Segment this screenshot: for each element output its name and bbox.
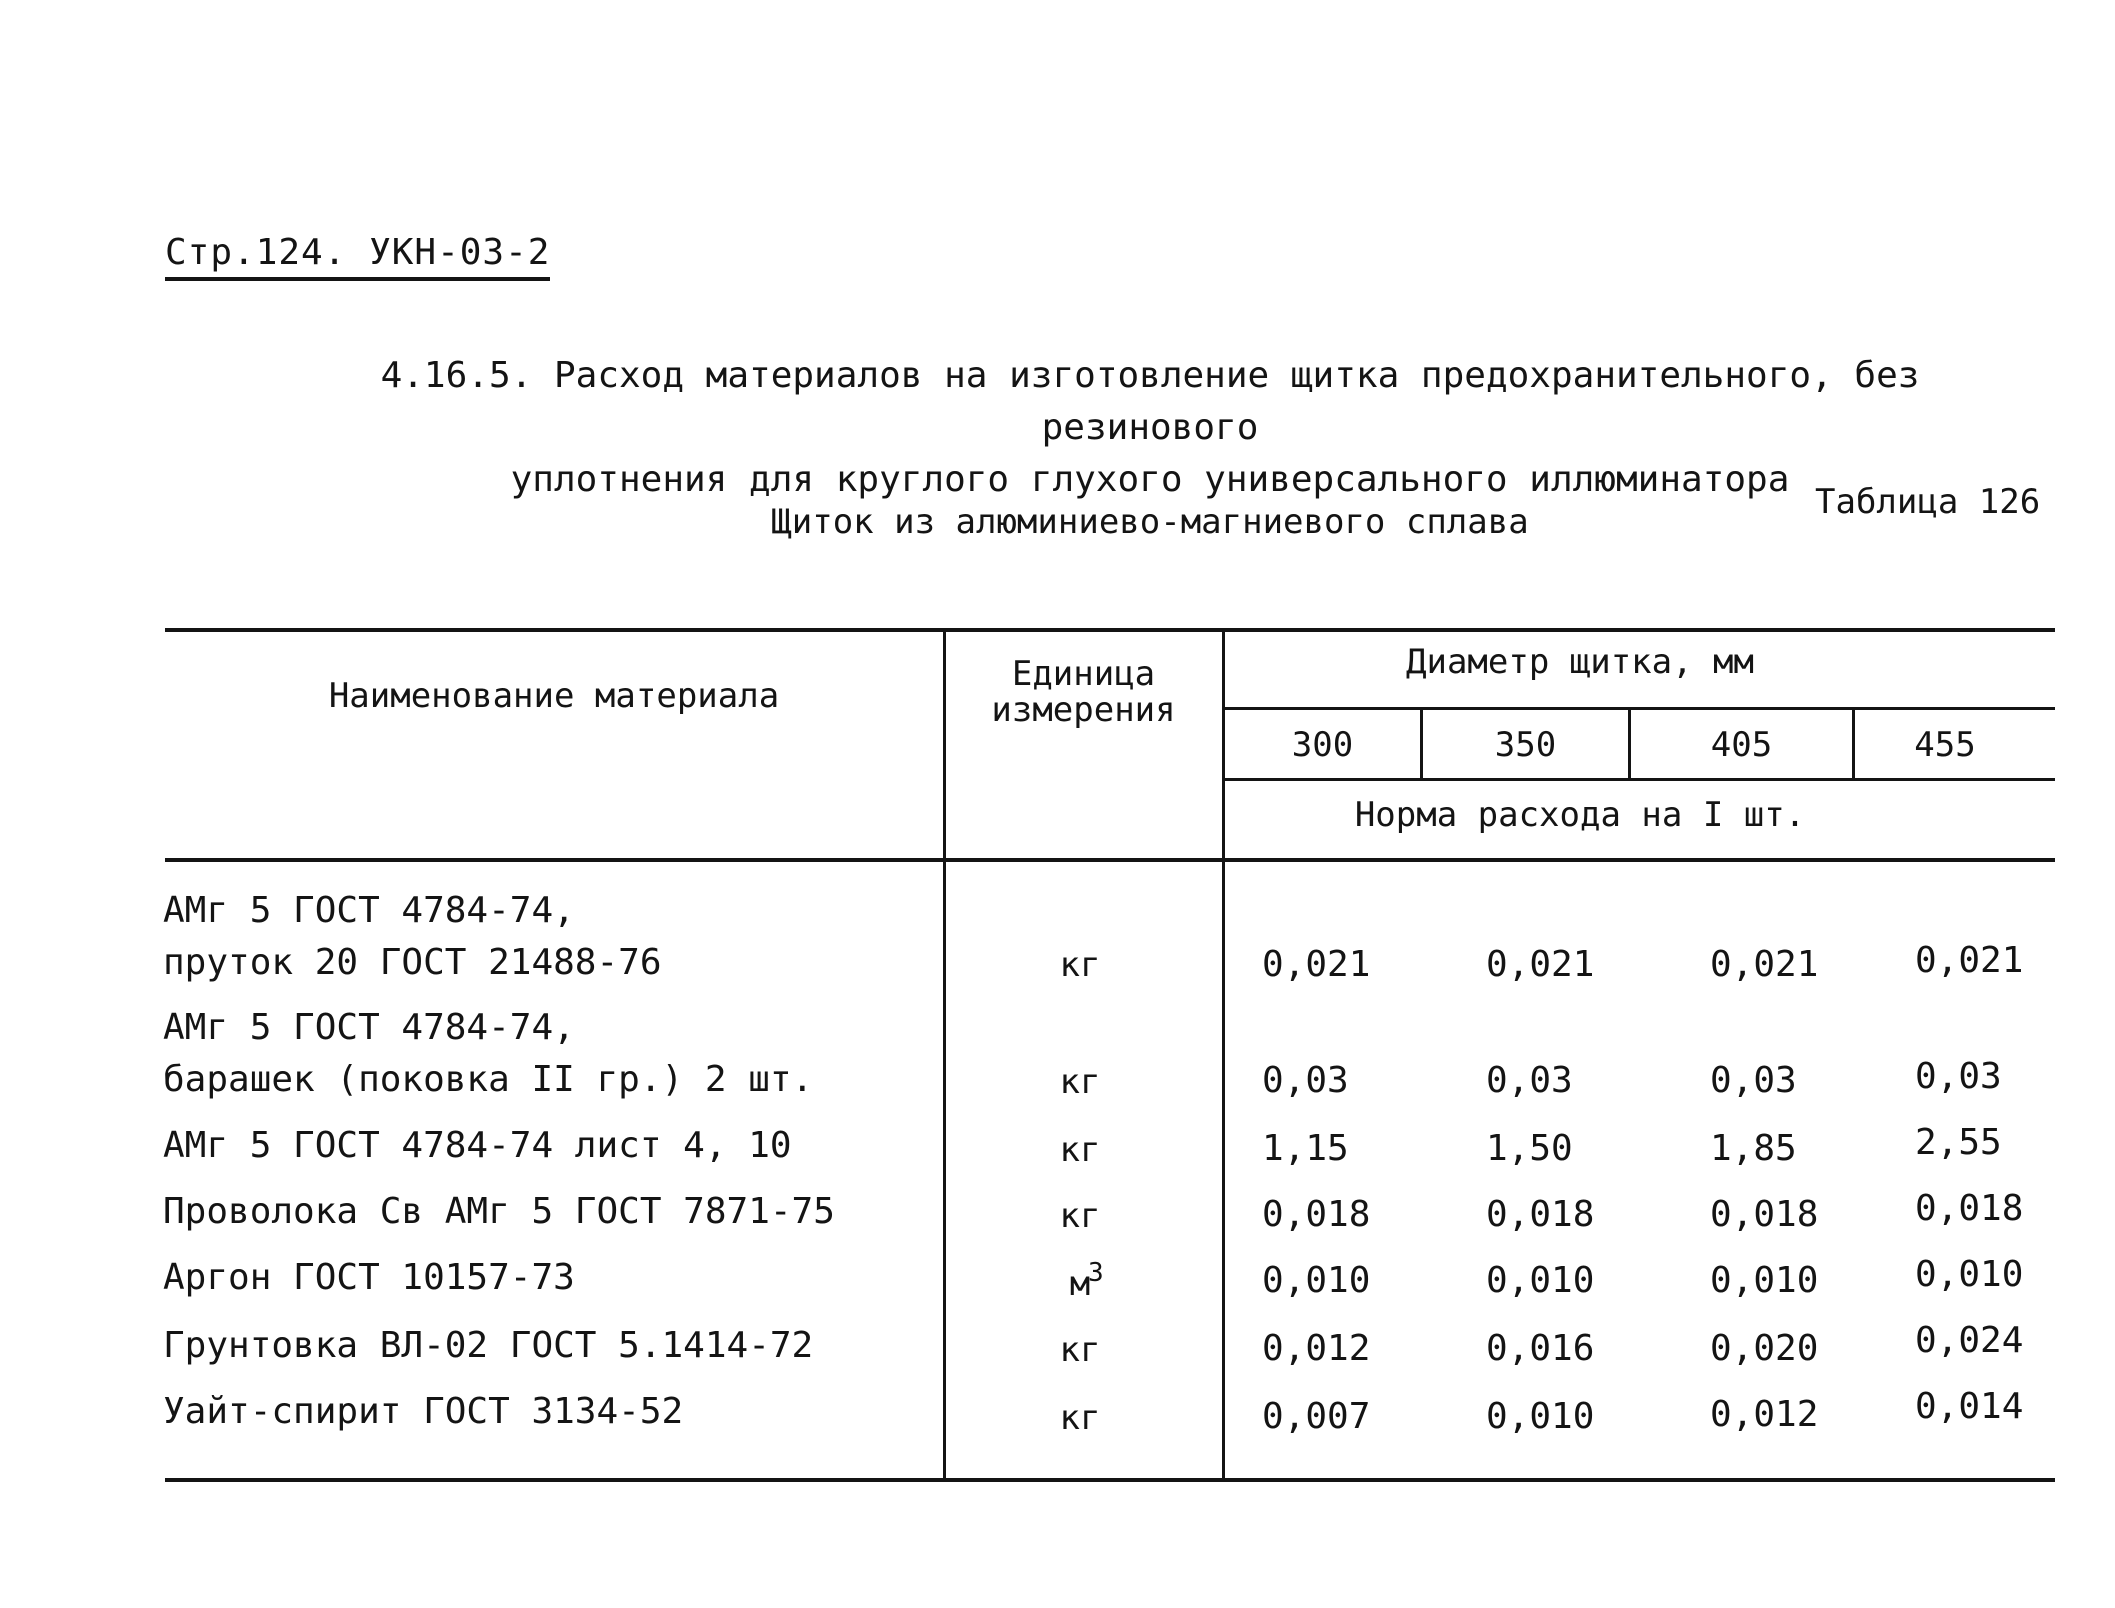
unit-superscript: 3 bbox=[1088, 1258, 1104, 1288]
unit-row-5: м bbox=[1069, 1264, 1091, 1304]
value-r6-405: 0,020 bbox=[1710, 1328, 1819, 1369]
unit-row-1: кг bbox=[1059, 945, 1101, 985]
table-subtitle: Щиток из алюминиево-магниевого сплава bbox=[771, 502, 1529, 542]
value-r2-405: 0,03 bbox=[1710, 1060, 1797, 1101]
material-name: Проволока Св АМг 5 ГОСТ 7871-75 bbox=[163, 1191, 835, 1232]
value-r5-455: 0,010 bbox=[1915, 1254, 2024, 1295]
material-row-7 bbox=[163, 1386, 683, 1438]
value-r2-455: 0,03 bbox=[1915, 1056, 2002, 1097]
value-r1-455: 0,021 bbox=[1915, 940, 2024, 981]
diameter-455: 455 bbox=[1914, 725, 1976, 765]
value-r6-300: 0,012 bbox=[1262, 1328, 1371, 1369]
value-r1-350: 0,021 bbox=[1486, 944, 1595, 985]
unit-row-6: кг bbox=[1059, 1330, 1101, 1370]
table-caption: Таблица 126 bbox=[1815, 482, 2041, 522]
value-r3-300: 1,15 bbox=[1262, 1128, 1349, 1169]
diameter-405: 405 bbox=[1710, 725, 1773, 765]
value-r4-455: 0,018 bbox=[1915, 1188, 2024, 1229]
header-bottom-rule bbox=[165, 858, 2055, 862]
material-row-4 bbox=[163, 1186, 835, 1238]
diameter-300: 300 bbox=[1291, 725, 1354, 765]
diameter-column-header: Диаметр щитка, мм bbox=[1406, 642, 1754, 682]
unit-row-3: кг bbox=[1059, 1130, 1101, 1170]
material-row-3 bbox=[163, 1120, 792, 1172]
norm-header: Норма расхода на I шт. bbox=[1354, 795, 1806, 835]
material-name: пруток 20 ГОСТ 21488-76 bbox=[163, 942, 662, 983]
material-row-2 bbox=[163, 1002, 813, 1106]
unit-header-line-1: Единица bbox=[1011, 654, 1156, 694]
diameter-values-rule bbox=[1225, 778, 2055, 781]
material-name: АМг 5 ГОСТ 4784-74, bbox=[163, 890, 575, 931]
material-name: Уайт-спирит ГОСТ 3134-52 bbox=[163, 1391, 684, 1432]
value-r7-455: 0,014 bbox=[1915, 1386, 2024, 1427]
value-r5-405: 0,010 bbox=[1710, 1260, 1819, 1301]
value-r7-405: 0,012 bbox=[1710, 1394, 1819, 1435]
diameter-rule bbox=[1225, 707, 2055, 710]
unit-row-2: кг bbox=[1059, 1062, 1101, 1102]
table-top-rule bbox=[165, 628, 2055, 632]
value-r3-455: 2,55 bbox=[1915, 1122, 2002, 1163]
value-r7-350: 0,010 bbox=[1486, 1396, 1595, 1437]
value-r4-405: 0,018 bbox=[1710, 1194, 1819, 1235]
value-r5-300: 0,010 bbox=[1262, 1260, 1371, 1301]
material-column-header: Наименование материала bbox=[328, 676, 780, 716]
unit-column-header bbox=[945, 656, 1222, 728]
material-row-5 bbox=[163, 1252, 575, 1304]
value-r6-350: 0,016 bbox=[1486, 1328, 1595, 1369]
material-name: Аргон ГОСТ 10157-73 bbox=[163, 1257, 575, 1298]
value-r1-300: 0,021 bbox=[1262, 944, 1371, 985]
material-name: Грунтовка ВЛ-02 ГОСТ 5.1414-72 bbox=[163, 1325, 814, 1366]
section-title-line-1: 4.16.5. Расход материалов на изготовление щитка предохранительного, без резинового bbox=[380, 355, 1920, 448]
value-r7-300: 0,007 bbox=[1262, 1396, 1371, 1437]
value-r1-405: 0,021 bbox=[1710, 944, 1819, 985]
unit-row-7: кг bbox=[1059, 1398, 1101, 1438]
material-name: АМг 5 ГОСТ 4784-74 лист 4, 10 bbox=[163, 1125, 792, 1166]
section-title-line-2: уплотнения для круглого глухого универсального иллюминатора bbox=[510, 459, 1790, 500]
unit-row-4: кг bbox=[1059, 1196, 1101, 1236]
unit-header-line-2: измерения bbox=[991, 690, 1176, 730]
column-divider-unit bbox=[943, 630, 946, 1480]
value-r4-350: 0,018 bbox=[1486, 1194, 1595, 1235]
material-name: барашек (поковка II гр.) 2 шт. bbox=[163, 1059, 814, 1100]
value-r3-350: 1,50 bbox=[1486, 1128, 1573, 1169]
material-name: АМг 5 ГОСТ 4784-74, bbox=[163, 1007, 575, 1048]
material-row-1 bbox=[163, 885, 662, 989]
value-r3-405: 1,85 bbox=[1710, 1128, 1797, 1169]
diameter-350: 350 bbox=[1494, 725, 1557, 765]
section-title bbox=[300, 350, 2000, 506]
value-r2-300: 0,03 bbox=[1262, 1060, 1349, 1101]
value-r2-350: 0,03 bbox=[1486, 1060, 1573, 1101]
material-row-6 bbox=[163, 1320, 813, 1372]
table-bottom-rule bbox=[165, 1478, 2055, 1482]
value-r4-300: 0,018 bbox=[1262, 1194, 1371, 1235]
value-r5-350: 0,010 bbox=[1486, 1260, 1595, 1301]
page-reference: Стр.124. УКН-03-2 bbox=[165, 232, 550, 281]
value-r6-455: 0,024 bbox=[1915, 1320, 2024, 1361]
